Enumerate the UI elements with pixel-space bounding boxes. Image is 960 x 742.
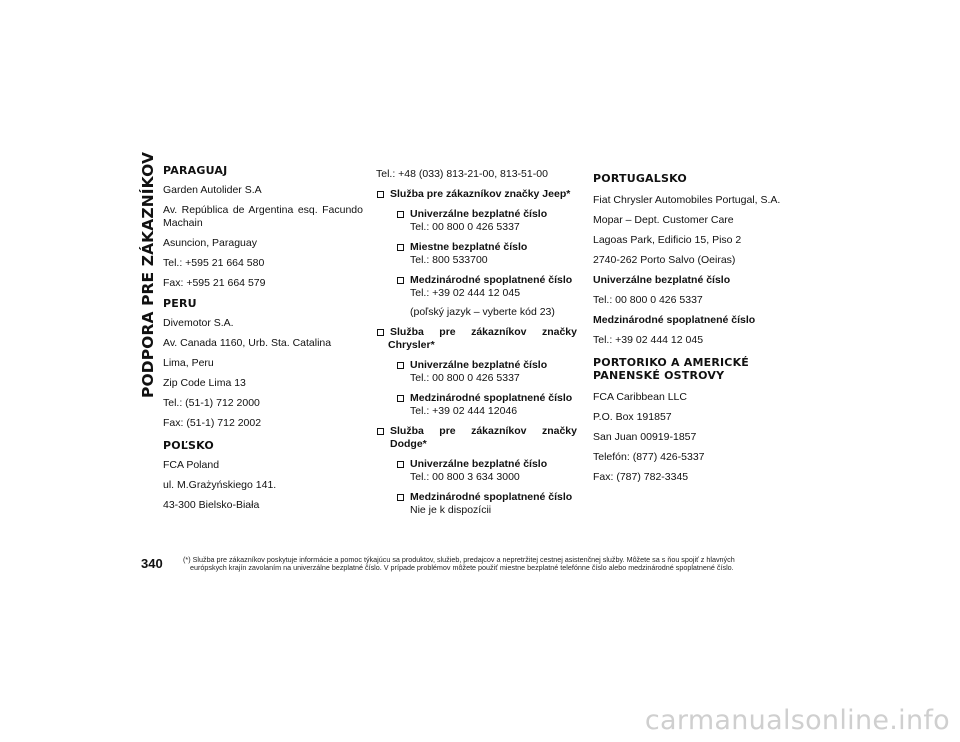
paraguaj-line: Asuncion, Paraguay bbox=[163, 237, 257, 249]
square-bullet-icon bbox=[397, 494, 404, 501]
side-section-title: PODPORA PRE ZÁKAZNÍKOV bbox=[139, 151, 157, 398]
portugalsko-free-tel: Tel.: 00 800 0 426 5337 bbox=[593, 294, 703, 306]
paraguaj-line: Tel.: +595 21 664 580 bbox=[163, 257, 265, 269]
square-bullet-icon bbox=[397, 211, 404, 218]
heading-portoriko: PORTORIKO A AMERICKÉ PANENSKÉ OSTROVY bbox=[593, 356, 750, 382]
polsko-line: FCA Poland bbox=[163, 459, 220, 471]
column-3 bbox=[593, 172, 793, 491]
footnote bbox=[183, 556, 795, 572]
peru-line: Zip Code Lima 13 bbox=[163, 377, 246, 389]
paraguaj-line: Fax: +595 21 664 579 bbox=[163, 277, 266, 289]
dodge-service: Služba pre zákazníkov značky Dodge* bbox=[376, 425, 577, 451]
heading-polsko: POĽSKO bbox=[163, 439, 214, 452]
portugalsko-line: Mopar – Dept. Customer Care bbox=[593, 214, 734, 226]
jeep-service: Služba pre zákazníkov značky Jeep* bbox=[376, 188, 577, 201]
dodge-intl-number: Medzinárodné spoplatnené číslo Nie je k dispozícii bbox=[396, 491, 577, 517]
square-bullet-icon bbox=[377, 428, 384, 435]
heading-peru: PERU bbox=[163, 297, 197, 310]
paraguaj-line: Garden Autolider S.A bbox=[163, 184, 262, 196]
jeep-local-number: Miestne bezplatné číslo Tel.: 800 533700 bbox=[396, 241, 577, 267]
portugalsko-intl-tel: Tel.: +39 02 444 12 045 bbox=[593, 334, 704, 346]
square-bullet-icon bbox=[377, 191, 384, 198]
portoriko-line: Fax: (787) 782-3345 bbox=[593, 471, 689, 483]
chrysler-intl-number: Medzinárodné spoplatnené číslo Tel.: +39 02 444 12046 bbox=[396, 392, 577, 418]
jeep-intl-number: Medzinárodné spoplatnené číslo Tel.: +39 02 444 12 045 (poľský jazyk – vyberte kód 23) bbox=[396, 274, 577, 319]
dodge-free-number: Univerzálne bezplatné číslo Tel.: 00 800 3 634 3000 bbox=[396, 458, 577, 484]
portoriko-line: P.O. Box 191857 bbox=[593, 411, 672, 423]
watermark: carmanualsonline.info bbox=[644, 705, 950, 736]
column-2 bbox=[376, 168, 577, 524]
square-bullet-icon bbox=[397, 395, 404, 402]
square-bullet-icon bbox=[397, 362, 404, 369]
peru-line: Av. Canada 1160, Urb. Sta. Catalina bbox=[163, 337, 332, 349]
heading-portugalsko: PORTUGALSKO bbox=[593, 172, 687, 185]
column-1 bbox=[163, 164, 363, 519]
page-number: 340 bbox=[141, 556, 163, 571]
footnote-line: (*) Služba pre zákazníkov poskytuje informácie a pomoc týkajúcu sa produktov, služieb, predajcov a nepretržitej cestnej asistenčnej služby. Môžete sa s ňou spojiť z hlavných bbox=[183, 555, 735, 564]
square-bullet-icon bbox=[397, 461, 404, 468]
square-bullet-icon bbox=[377, 329, 384, 336]
square-bullet-icon bbox=[397, 277, 404, 284]
portoriko-line: San Juan 00919-1857 bbox=[593, 431, 697, 443]
jeep-free-number: Univerzálne bezplatné číslo Tel.: 00 800 0 426 5337 bbox=[396, 208, 577, 234]
heading-paraguaj: PARAGUAJ bbox=[163, 164, 228, 177]
square-bullet-icon bbox=[397, 244, 404, 251]
polsko-tel: Tel.: +48 (033) 813-21-00, 813-51-00 bbox=[376, 168, 548, 180]
portugalsko-line: 2740-262 Porto Salvo (Oeiras) bbox=[593, 254, 736, 266]
portugalsko-intl-label: Medzinárodné spoplatnené číslo bbox=[593, 314, 756, 326]
chrysler-free-number: Univerzálne bezplatné číslo Tel.: 00 800 0 426 5337 bbox=[396, 359, 577, 385]
paraguaj-line: Av. República de Argentina esq. Facundo Machain bbox=[163, 204, 363, 229]
polsko-line: ul. M.Grażyńskiego 141. bbox=[163, 479, 277, 491]
portugalsko-line: Lagoas Park, Edificio 15, Piso 2 bbox=[593, 234, 742, 246]
chrysler-service: Služba pre zákazníkov značky Chrysler* bbox=[376, 326, 577, 352]
portoriko-line: FCA Caribbean LLC bbox=[593, 391, 687, 403]
portugalsko-free-label: Univerzálne bezplatné číslo bbox=[593, 274, 731, 286]
peru-line: Tel.: (51-1) 712 2000 bbox=[163, 397, 260, 409]
polsko-line: 43-300 Bielsko-Biała bbox=[163, 499, 260, 511]
peru-line: Fax: (51-1) 712 2002 bbox=[163, 417, 262, 429]
portugalsko-line: Fiat Chrysler Automobiles Portugal, S.A. bbox=[593, 194, 781, 206]
portoriko-line: Telefón: (877) 426-5337 bbox=[593, 451, 705, 463]
peru-line: Divemotor S.A. bbox=[163, 317, 234, 329]
peru-line: Lima, Peru bbox=[163, 357, 214, 369]
footnote-line: európskych krajín zavolaním na univerzálne bezplatné číslo. V prípade problémov môžete použiť miestne bezplatné telefónne číslo alebo medzinárodné spoplatnené číslo. bbox=[190, 563, 734, 572]
